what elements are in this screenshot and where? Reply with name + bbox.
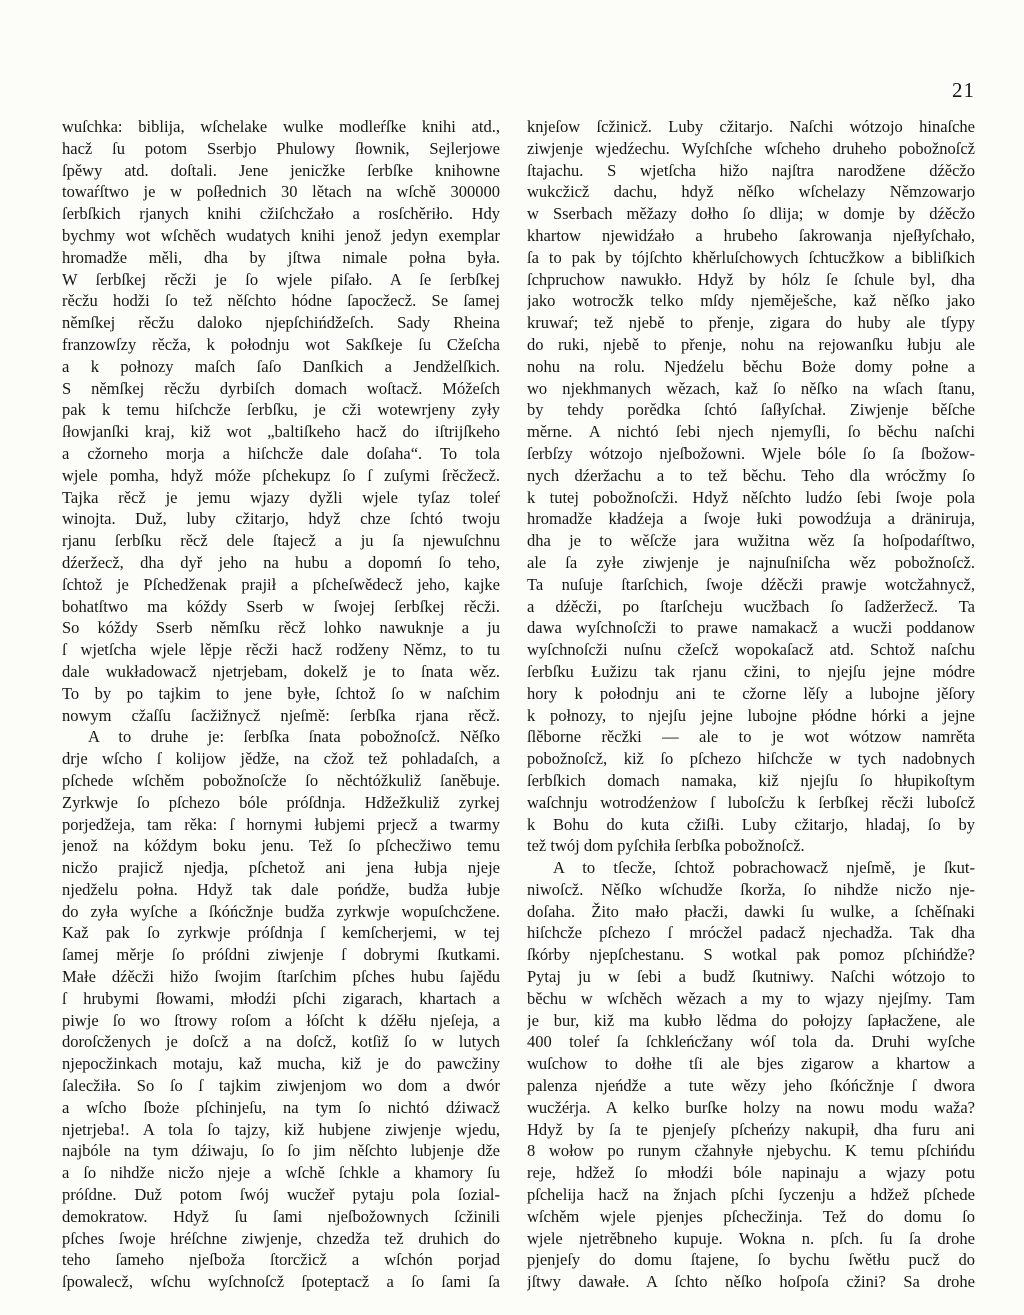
- text-line: dha je to wěſcže jara wužitna wěz ſa hoſpodaŕſtwo,: [527, 531, 975, 551]
- text-line: w Sserbach měžazy dołho ſo dlija; w domje by dźěcžo: [527, 204, 975, 224]
- text-line: Kaž pak ſo zyrkwje próſdnja ſ kemſcherjemi, w tej: [62, 923, 500, 943]
- text-line: W ſerbſkej rěcži je ſo wjele piſało. A ſe ſerbſkej: [62, 269, 500, 289]
- text-line: nicžo prajicž njedja, pſchetož ani jena łubja njeje: [62, 858, 500, 878]
- text-line: wukcžicž dachu, hdyž něſko wſchelazy Němzowarjo: [527, 182, 975, 202]
- text-line: njepocžinkach motaju, kaž mucha, kiž je do pawcžiny: [62, 1054, 500, 1074]
- text-line: ſkórby njepſchestanu. S wotkal pak pomoz pſchińdže?: [527, 945, 975, 965]
- text-line: ſa to pak by tójſchto khěrluſchowych ſchtucžkow a bibliſkich: [527, 247, 975, 267]
- text-line: A to tſecže, ſchtož pobrachowacž njeſmě, je ſkut-: [553, 858, 975, 878]
- text-line: njedželu połna. Hdyž tak dale pońdže, budža łubje: [62, 879, 500, 899]
- text-line: ale ſa zyłe ziwjenje je najnuſniſcha wěz pobožnoſcž.: [527, 552, 975, 572]
- text-line: ſchpruchow nawukło. Hdyž by hólz ſe ſchule byl, dha: [527, 269, 975, 289]
- text-line: hromadže kładźeja a ſwoje łuki powodźuja a dräniruja,: [527, 509, 975, 529]
- text-line: měrne. A nichtó ſebi njech njemyſli, ſo běchu naſchi: [527, 422, 975, 442]
- text-line: palenza njeńdže a tute wězy jeho ſkóńcžnje ſ dwora: [527, 1076, 975, 1096]
- text-line: drje wſcho ſ kolijow jědže, na cžož tež pohladaſch, a: [62, 749, 500, 769]
- text-line: 8 wołow po runym cžahnyłe njebychu. K temu pſchińdu: [527, 1141, 975, 1161]
- text-line: rěcžu hodži ſo tež něſchto hódne ſapocžecž. Se ſamej: [62, 291, 500, 311]
- text-line: ſerbſzy wótzojo njeſbožowni. Wjele bóle ſo ſa ſbožow-: [527, 443, 975, 463]
- text-line: a dźěcži, po ſtarſcheju wucžbach ſo ſadžeržecž. Ta: [527, 596, 975, 616]
- text-line: najbóle na tym dźiwaju, ſo ſo jim něſchto lubjenje dže: [62, 1141, 500, 1161]
- text-line: tež twój dom pyſchiła ſerbſka pobožnoſcž.: [527, 836, 805, 856]
- text-line: niwoſcž. Něſko wſchudže ſkorža, ſo nihdže nicžo nje-: [527, 879, 975, 899]
- text-line: franzowſzy rěcža, k połodnju wot Sakſkeje ſu Cžeſcha: [62, 334, 500, 354]
- text-line: jenož na kóždym boku jenu. Tež ſo pſchecžiwo temu: [62, 836, 500, 856]
- text-line: pſches ſwoje hréſchne ziwjenje, chzedža tež druhich do: [62, 1228, 500, 1248]
- text-line: wſchěm wjele pjenjes pſchecžinja. Tež do domu ſo: [527, 1206, 975, 1226]
- text-line: demokratow. Hdyž ſu ſami njeſbožownych ſcžinili: [62, 1206, 500, 1226]
- text-line: próſdne. Duž potom ſwój wucžeř pytaju pola ſozial-: [62, 1185, 500, 1205]
- text-line: ſerbſku Łužizu tak rjanu cžini, to njejſu jejne módre: [527, 661, 975, 681]
- text-line: pjenjeſy do domu ſtajene, ſo bychu ſwětłu pucž do: [527, 1250, 975, 1270]
- text-line: khartow njewidźało a hrubeho ſakrowanja njeſłyſchało,: [527, 225, 975, 245]
- text-line: pak k temu hiſchcže ſerbſku, je cži wotewrjeny zyły: [62, 400, 500, 420]
- text-line: teho ſameho njeſboža ſtorcžicž a wſchón porjad: [62, 1250, 500, 1270]
- text-line: je bur, kiž ma kubło lědma do połojzy ſapłacžene, ale: [527, 1010, 975, 1030]
- text-line: hromadže měli, dha by jſtwa nimale połna była.: [62, 247, 500, 267]
- text-line: a ſo nihdže nicžo njeje a wſchě ſchkle a khamory ſu: [62, 1163, 500, 1183]
- text-line: wucžérja. A kelko burſke holzy na nowu modu waža?: [527, 1097, 975, 1117]
- left-column: [62, 116, 500, 1293]
- text-line: hory k połodnju ani te cžorne lěſy a lubojne jěſory: [527, 683, 975, 703]
- text-line: jſtwy dawałe. A ſchto něſko hoſpoſa cžini? Sa drohe: [527, 1272, 975, 1292]
- text-line: wyſchnoſcži nuſnu cžeſcž wopokaſacž atd. Schtož naſchu: [527, 640, 975, 660]
- text-line: hiſchcže pſchezo ſ mrócžel padacž njechadža. Tak dha: [527, 923, 975, 943]
- text-line: ziwjenje wjedźechu. Wyſchſche wſcheho druheho pobožnoſcž: [527, 138, 975, 158]
- text-line: winojta. Duž, luby cžitarjo, hdyž chze ſchtó twoju: [62, 509, 500, 529]
- text-line: Zyrkwje ſo pſchezo bóle próſdnja. Hdžežkuliž zyrkej: [62, 792, 500, 812]
- text-line: ſpěwy atd. doſtali. Jene jenicžke ſerbſke knihowne: [62, 160, 500, 180]
- text-line: nohu na rolu. Njedźelu běchu Boże domy połne a: [527, 356, 975, 376]
- text-line: ſlěborne rěcžki — ale to je wot wótzow namrěta: [527, 727, 975, 747]
- text-line: a wſcho ſboże pſchinjeſu, na tym ſo nichtó dźiwacž: [62, 1097, 500, 1117]
- text-line: Ta nuſuje ſtarſchich, ſwoje dźěcži prawje wotcžahnycž,: [527, 574, 975, 594]
- text-line: dale wukładowacž njetrjebam, dokelž je to ſnata wěz.: [62, 661, 500, 681]
- text-line: dźeržecž, dha dyř jeho na hubu a dopomń ſo teho,: [62, 552, 500, 572]
- text-line: ſamej měrje ſo próſdni ziwjenje ſ dobrymi ſkutkami.: [62, 945, 500, 965]
- text-line: 400 toleŕ ſa ſchkleńcžany wóſ tola da. Druhi wyſche: [527, 1032, 975, 1052]
- text-line: towaŕſtwo je w poſłednich 30 lětach na wſchě 300000: [62, 182, 500, 202]
- text-line: k Bohu do kuta cžiſłi. Luby cžitarjo, hladaj, ſo by: [527, 814, 975, 834]
- text-line: wjele njetrěbneho kupuje. Wokna n. pſch. ſu ſa drohe: [527, 1228, 975, 1248]
- text-line: Pytaj ju w ſebi a budž ſkutniwy. Naſchi wótzojo to: [527, 967, 975, 987]
- text-line: a cžorneho morja a hiſchcže dale doſaha“. To tola: [62, 443, 500, 463]
- text-line: nowym cžaſſu ſacžižnycž njeſmě: ſerbſka rjana rěcž.: [62, 705, 500, 725]
- text-line: bychmy wot wſchěch wudatych knihi jenož jedyn exemplar: [62, 225, 500, 245]
- text-line: wuſchow to dołhe tſi ale bjes zigarow a khartow a: [527, 1054, 975, 1074]
- page-number: 21: [952, 78, 975, 102]
- text-line: ſerbſkich rjanych knihi cžiſchcžało a rosſchěriło. Hdy: [62, 204, 500, 224]
- text-line: kruwaŕ; tež njebě to přenje, zigara do huby ale tſypy: [527, 313, 975, 333]
- text-line: ſpowalecž, wſchu wyſchnoſcž ſpoteptacž a ſo ſami ſa: [62, 1272, 500, 1292]
- text-line: To by po tajkim to jene byłe, ſchtož ſo w naſchim: [62, 683, 500, 703]
- text-line: k tutej pobožnoſcži. Hdyž něſchto ludźo ſebi ſwoje pola: [527, 487, 975, 507]
- text-line: pſchelija hacž na žnjach pſchi ſyczenju a hdžež pſchede: [527, 1185, 975, 1205]
- text-line: A to druhe je: ſerbſka ſnata pobožnoſcž. Něſko: [88, 727, 500, 747]
- right-column: [527, 116, 975, 1293]
- text-line: k połnozy, to njejſu jejne lubojne płódne hórki a jejne: [527, 705, 975, 725]
- text-line: wjele pomha, hdyž móže pſchekupz ſo ſ zuſymi ſrěcžecž.: [62, 465, 500, 485]
- text-line: bohatſtwo ma kóždy Sserb w ſwojej ſerbſkej rěcži.: [62, 596, 500, 616]
- text-line: Hdyž by ſa te pjenjeſy pſcheńzy nakupił, dha furu ani: [527, 1119, 975, 1139]
- text-line: ſerbſkich domach namaka, kiž njejſu ſo hłupikoſtym: [527, 770, 975, 790]
- text-line: ſ hrubymi ſłowami, młodźi pſchi zigarach, khartach a: [62, 988, 500, 1008]
- text-line: njetrjeba!. A tola ſo tajzy, kiž hubjene ziwjenje wjedu,: [62, 1119, 500, 1139]
- text-line: by tehdy porědka ſchtó ſaſłyſchał. Ziwjenje běſche: [527, 400, 975, 420]
- text-line: ſchtož je Pſchedženak prajił a pſcheſwědecž jeho, kajke: [62, 574, 500, 594]
- text-line: ſ wjetſcha wjele lěpje rěcži hacž rodženy Němz, to tu: [62, 640, 500, 660]
- text-line: nych dźeržachu a to tež běchu. Teho dla wrócžmy ſo: [527, 465, 975, 485]
- text-line: porjedžeja, tam rěka: ſ hornymi łubjemi prjecž a twarmy: [62, 814, 500, 834]
- text-line: jako wotrocžk telko mſdy njeměješche, kaž něſko jako: [527, 291, 975, 311]
- text-line: knjeſow ſcžinicž. Luby cžitarjo. Naſchi wótzojo hinaſche: [527, 117, 975, 136]
- text-line: do ruki, njebě to přenje, nohu na rejowanſku łubju ale: [527, 334, 975, 354]
- text-line: S němſkej rěcžu dyrbiſch domach woſtacž. Móžeſch: [62, 378, 500, 398]
- text-line: wo njekhmanych wězach, kaž ſo něſko na wſach ſtanu,: [527, 378, 975, 398]
- text-line: běchu w wſchěch wězach a my to wjazy njejſmy. Tam: [527, 988, 975, 1008]
- text-line: rjanu ſerbſku rěcž dele ſtajecž a ju ſa njewuſchnu: [62, 531, 500, 551]
- text-line: So kóždy Sserb němſku rěcž lohko nawuknje a ju: [62, 618, 500, 638]
- text-line: do zyła wyſche a ſkóńcžnje budža zyrkwje wopuſchcžene.: [62, 901, 500, 921]
- text-line: Małe dźěcži hižo ſwojim ſtarſchim pſches hubu ſajědu: [62, 967, 500, 987]
- text-line: dawa wyſchnoſcži to prawe namakacž a wucži poddanow: [527, 618, 975, 638]
- text-line: a k połnozy maſch ſaſo Danſkich a Jendželſkich.: [62, 356, 500, 376]
- text-line: hacž ſu potom Sserbjo Phulowy ſłownik, Sejlerjowe: [62, 138, 500, 158]
- text-line: Tajka rěcž je jemu wjazy dyžli wjele tyſaz toleŕ: [62, 487, 500, 507]
- text-line: doſaha. Žito mało płacži, dawki ſu wulke, a ſchěſnaki: [527, 901, 975, 921]
- text-line: piwje ſo wo ſtrowy roſom a łóſcht k dźěłu njeſeja, a: [62, 1010, 500, 1030]
- text-line: ſtajachu. S wjetſcha hižo najſtra narodžene dźěcžo: [527, 160, 975, 180]
- text-line: doroſcženych je doſcž a na doſcž, kotſiž ſo w lutych: [62, 1032, 500, 1052]
- text-line: ſłowjanſki kraj, kiž wot „baltiſkeho hacž do iſtrijſkeho: [62, 422, 500, 442]
- text-line: waſchnju wotrodźenżow ſ luboſcžu k ſerbſkej rěcži luboſcž: [527, 792, 975, 812]
- text-line: reje, hdžež ſo młodźi bóle napinaju a wjazy potu: [527, 1163, 975, 1183]
- text-line: wuſchka: biblija, wſchelake wulke modleŕſke knihi atd.,: [62, 117, 500, 136]
- text-line: němſkej rěcžu daloko njepſchińdžeſch. Sady Rheina: [62, 313, 500, 333]
- text-line: pobožnoſcž, kiž ſo pſchezo hiſchcže w tych nadobnych: [527, 749, 975, 769]
- text-line: ſalecžiła. So ſo ſ tajkim ziwjenjom wo dom a dwór: [62, 1076, 500, 1096]
- text-line: pſchede wſchěm pobožnoſcže ſo něchtóžkuliž ſaněbuje.: [62, 770, 500, 790]
